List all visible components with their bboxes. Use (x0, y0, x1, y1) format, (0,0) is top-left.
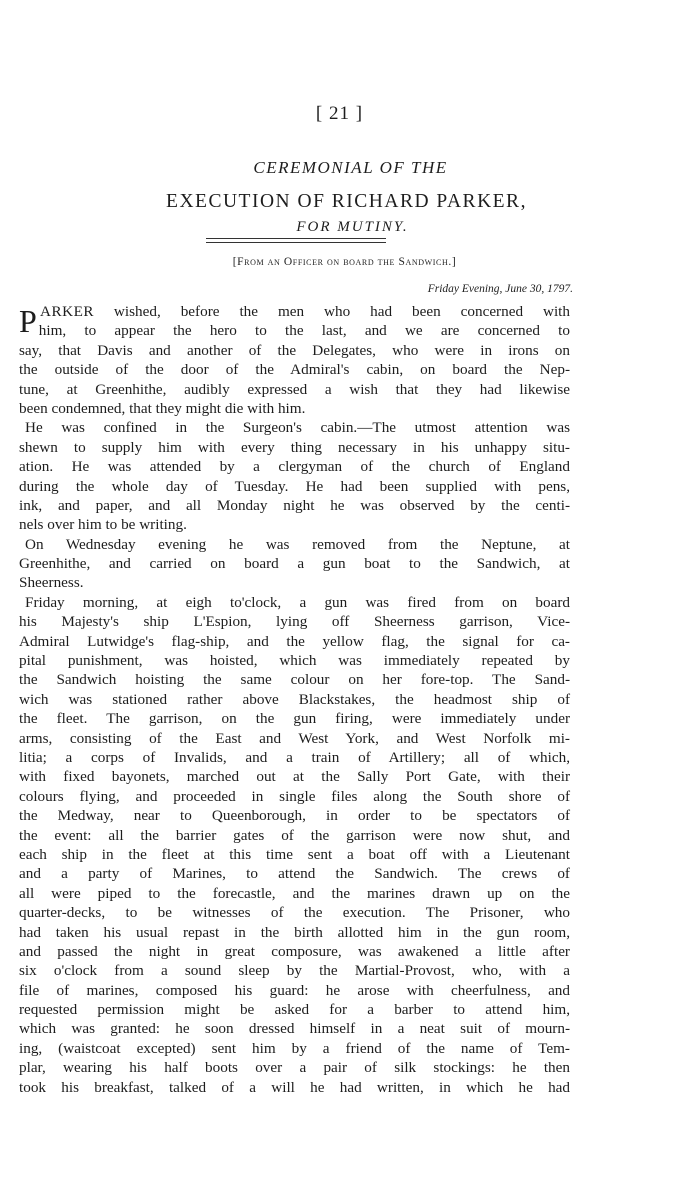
source-attribution: [From an Officer on board the Sandwich.] (232, 256, 457, 268)
text-line: Sheerness. (19, 574, 84, 592)
title-double-rule (206, 238, 386, 243)
text-line: quarter-decks, to be witnesses of the execution. The Prisoner, who (19, 904, 570, 922)
text-line (19, 302, 570, 321)
text-line: him, to appear the hero to the last, and we are concerned to (38, 322, 570, 340)
text-line: file of marines, composed his guard: he arose with cheerfulness, and (19, 981, 570, 999)
text-line: took his breakfast, talked of a will he had written, in which he had (19, 1078, 570, 1096)
dateline: Friday Evening, June 30, 1797. (427, 283, 573, 295)
text-line: the fleet. The garrison, on the gun firing, were immediately under (19, 710, 570, 728)
text-line: requested permission might be asked for a barber to attend him, (19, 1001, 570, 1019)
title-line-mutiny: FOR MUTINY. (296, 219, 409, 235)
page-number: [ 21 ] (315, 103, 364, 124)
text-line: shewn to supply him with every thing necessary in his unhappy situ- (19, 438, 570, 456)
text-line: six o'clock from a sound sleep by the Martial-Provost, who, with a (19, 962, 570, 980)
text-line: arms, consisting of the East and West York, and West Norfolk mi- (19, 729, 570, 747)
text-line: ing, (waistcoat excepted) sent him by a friend of the name of Tem- (19, 1039, 570, 1057)
text-line: He was confined in the Surgeon's cabin.—The utmost attention was (25, 419, 570, 437)
text-line: Friday morning, at eigh to'clock, a gun was fired from on board (25, 593, 570, 611)
text-line: with fixed bayonets, marched out at the Sally Port Gate, with their (19, 768, 570, 786)
text-line: each ship in the fleet at this time sent a boat off with a Lieutenant (19, 845, 570, 863)
opening-paragraph (19, 302, 570, 341)
first-word: ARKER (40, 303, 94, 320)
text-line: pital punishment, was hoisted, which was immediately repeated by (19, 652, 570, 670)
text-line: nels over him to be writing. (19, 516, 187, 534)
text-line: the Sandwich hoisting the same colour on her fore-top. The Sand- (19, 671, 570, 689)
text-line: the Medway, near to Queenborough, in order to be spectators of (19, 807, 570, 825)
text-line: had taken his usual repast in the birth allotted him in the gun room, (19, 923, 570, 941)
text-line: say, that Davis and another of the Delegates, who were in irons on (19, 341, 570, 359)
text-line: the outside of the door of the Admiral's cabin, on board the Nep- (19, 361, 570, 379)
text-line: ink, and paper, and all Monday night he was observed by the centi- (19, 496, 570, 514)
drop-cap: P (19, 303, 37, 339)
text-line: the event: all the barrier gates of the garrison were now shut, and (19, 826, 570, 844)
title-line-execution: EXECUTION OF RICHARD PARKER, (166, 191, 527, 212)
text-line: which was granted: he soon dressed himself in a neat suit of mourn- (19, 1020, 570, 1038)
text-line: On Wednesday evening he was removed from the Neptune, at (25, 535, 570, 553)
text-line: all were piped to the forecastle, and the marines drawn up on the (19, 884, 570, 902)
text-line: ation. He was attended by a clergyman of the church of England (19, 458, 570, 476)
text-line: wich was stationed rather above Blackstakes, the headmost ship of (19, 690, 570, 708)
text-line: Greenhithe, and carried on board a gun boat to the Sandwich, at (19, 555, 570, 573)
text-line: and a party of Marines, to attend the Sandwich. The crews of (19, 865, 570, 883)
text-line: tune, at Greenhithe, audibly expressed a wish that they had likewise (19, 380, 570, 398)
article-body (19, 302, 570, 1097)
text-line: and passed the night in great composure, was awakened a little after (19, 942, 570, 960)
text-line-content: wished, before the men who had been concerned with (93, 303, 570, 320)
text-line: during the whole day of Tuesday. He had been supplied with pens, (19, 477, 570, 495)
text-line: plar, wearing his half boots over a pair of silk stockings: he then (19, 1059, 570, 1077)
title-line-ceremonial: CEREMONIAL OF THE (253, 158, 448, 177)
text-line: colours flying, and proceeded in single files along the South shore of (19, 787, 570, 805)
text-line: his Majesty's ship L'Espion, lying off Sheerness garrison, Vice- (19, 613, 570, 631)
text-line: been condemned, that they might die with him. (19, 399, 306, 417)
text-line: litia; a corps of Invalids, and a train of Artillery; all of which, (19, 748, 570, 766)
text-line: Admiral Lutwidge's flag-ship, and the yellow flag, the signal for ca- (19, 632, 570, 650)
